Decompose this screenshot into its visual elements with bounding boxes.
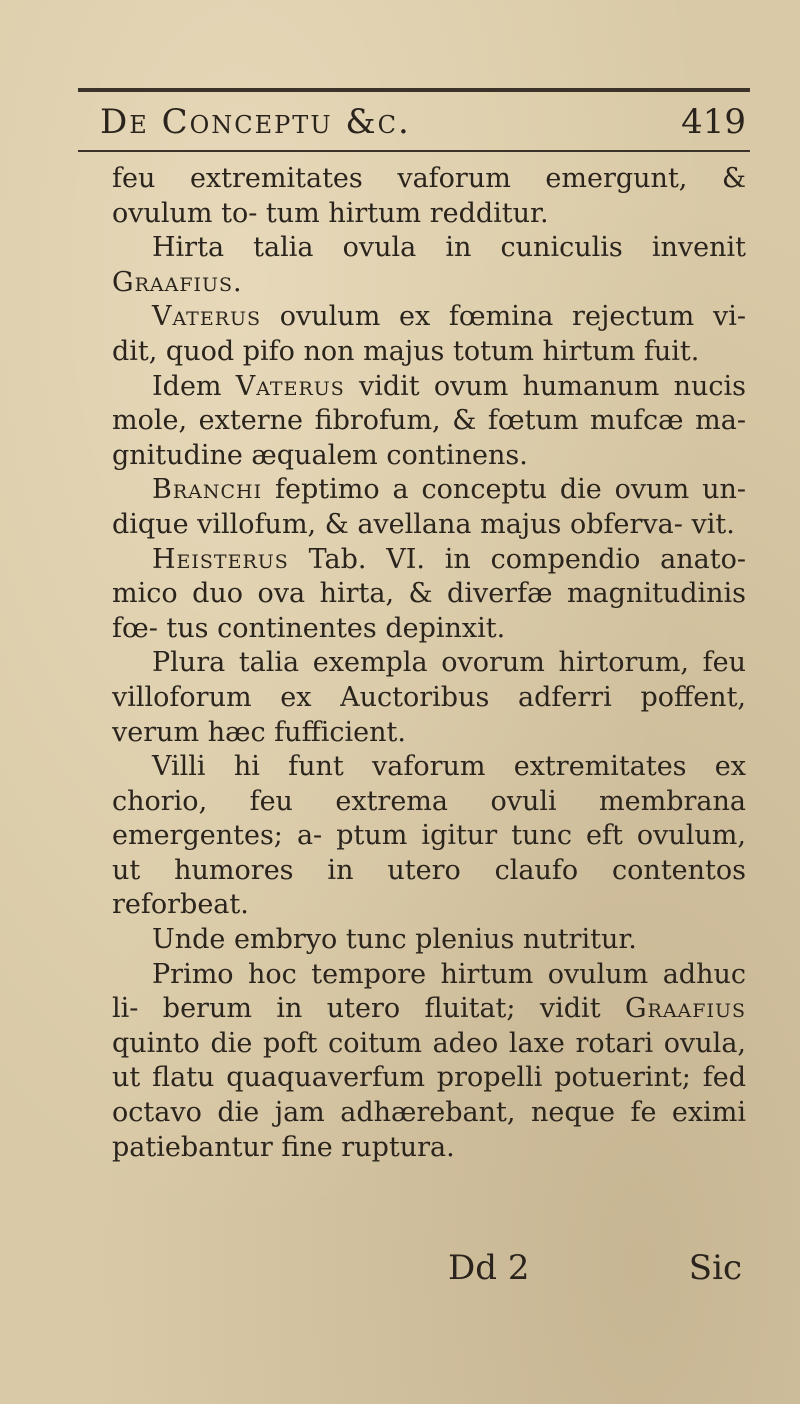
author-name: Branchi (152, 474, 263, 506)
paragraph-9 (112, 923, 746, 958)
paragraph-text: Unde embryo tunc plenius nutritur. (152, 924, 637, 956)
page-number: 419 (681, 102, 746, 142)
paragraph-text: feu extremitates vaforum emergunt, & ovulum to- tum hirtum redditur. (112, 163, 746, 229)
paragraph-text: feptimo a conceptu die ovum un- dique villofum, & avellana majus obferva- vit. (112, 474, 746, 540)
paragraph-text: Villi hi funt vaforum extremitates ex chorio, feu extrema ovuli membrana emergentes; a- ptum igitur tunc eft ovulum, ut humores in utero claufo contentos reforbeat. (112, 751, 746, 921)
paragraph-6 (112, 543, 746, 647)
header-rule-top (78, 88, 750, 92)
paragraph-text: ovulum ex fœmina rejectum vi- dit, quod pifo non majus totum hirtum fuit. (112, 301, 746, 367)
paragraph-1 (112, 162, 746, 231)
paragraph-8 (112, 750, 746, 923)
body-text (112, 162, 746, 1165)
paragraph-text: Hirta talia ovula in cuniculis invenit (152, 232, 746, 264)
signature-mark: Dd 2 (448, 1248, 530, 1288)
paragraph-5 (112, 473, 746, 542)
paragraph-text: quinto die poft coitum adeo laxe rotari ovula, ut flatu quaquaverfum propelli potuerint; fed octavo die jam adhærebant, neque fe eximi patiebantur fine ruptura. (112, 1027, 746, 1163)
page-footer (78, 1248, 750, 1298)
running-title: De Conceptu &c. (100, 102, 411, 142)
paragraph-10 (112, 958, 746, 1166)
paragraph-4 (112, 370, 746, 474)
paragraph-text: Primo hoc tempore hirtum ovulum adhuc li- berum in utero fluitat; vidit (112, 958, 746, 1025)
page-header (78, 98, 750, 150)
header-rule-bottom (78, 150, 750, 152)
paragraph-text: . (233, 266, 242, 298)
paragraph-text: Tab. VI. in compendio anato- mico duo ova hirta, & diverfæ magnitudinis fœ- tus continentes depinxit. (112, 543, 746, 644)
paragraph-3 (112, 300, 746, 369)
paragraph-text: vidit ovum humanum nucis mole, externe fibrofum, & fœtum mufcæ ma- gnitudine æqualem continens. (112, 370, 746, 471)
catchword: Sic (688, 1248, 742, 1288)
paragraph-7 (112, 646, 746, 750)
paragraph-2 (112, 231, 746, 300)
author-name: Graafius (112, 266, 234, 298)
paragraph-text: Plura talia exempla ovorum hirtorum, feu villoforum ex Auctoribus adferri poffent, verum hæc fufficient. (112, 647, 746, 748)
author-name: Graafius (624, 993, 746, 1025)
author-name: Heisterus (152, 543, 289, 575)
author-name: Vaterus (152, 301, 262, 333)
author-name: Vaterus (235, 370, 345, 402)
paragraph-text: Idem (152, 370, 236, 402)
